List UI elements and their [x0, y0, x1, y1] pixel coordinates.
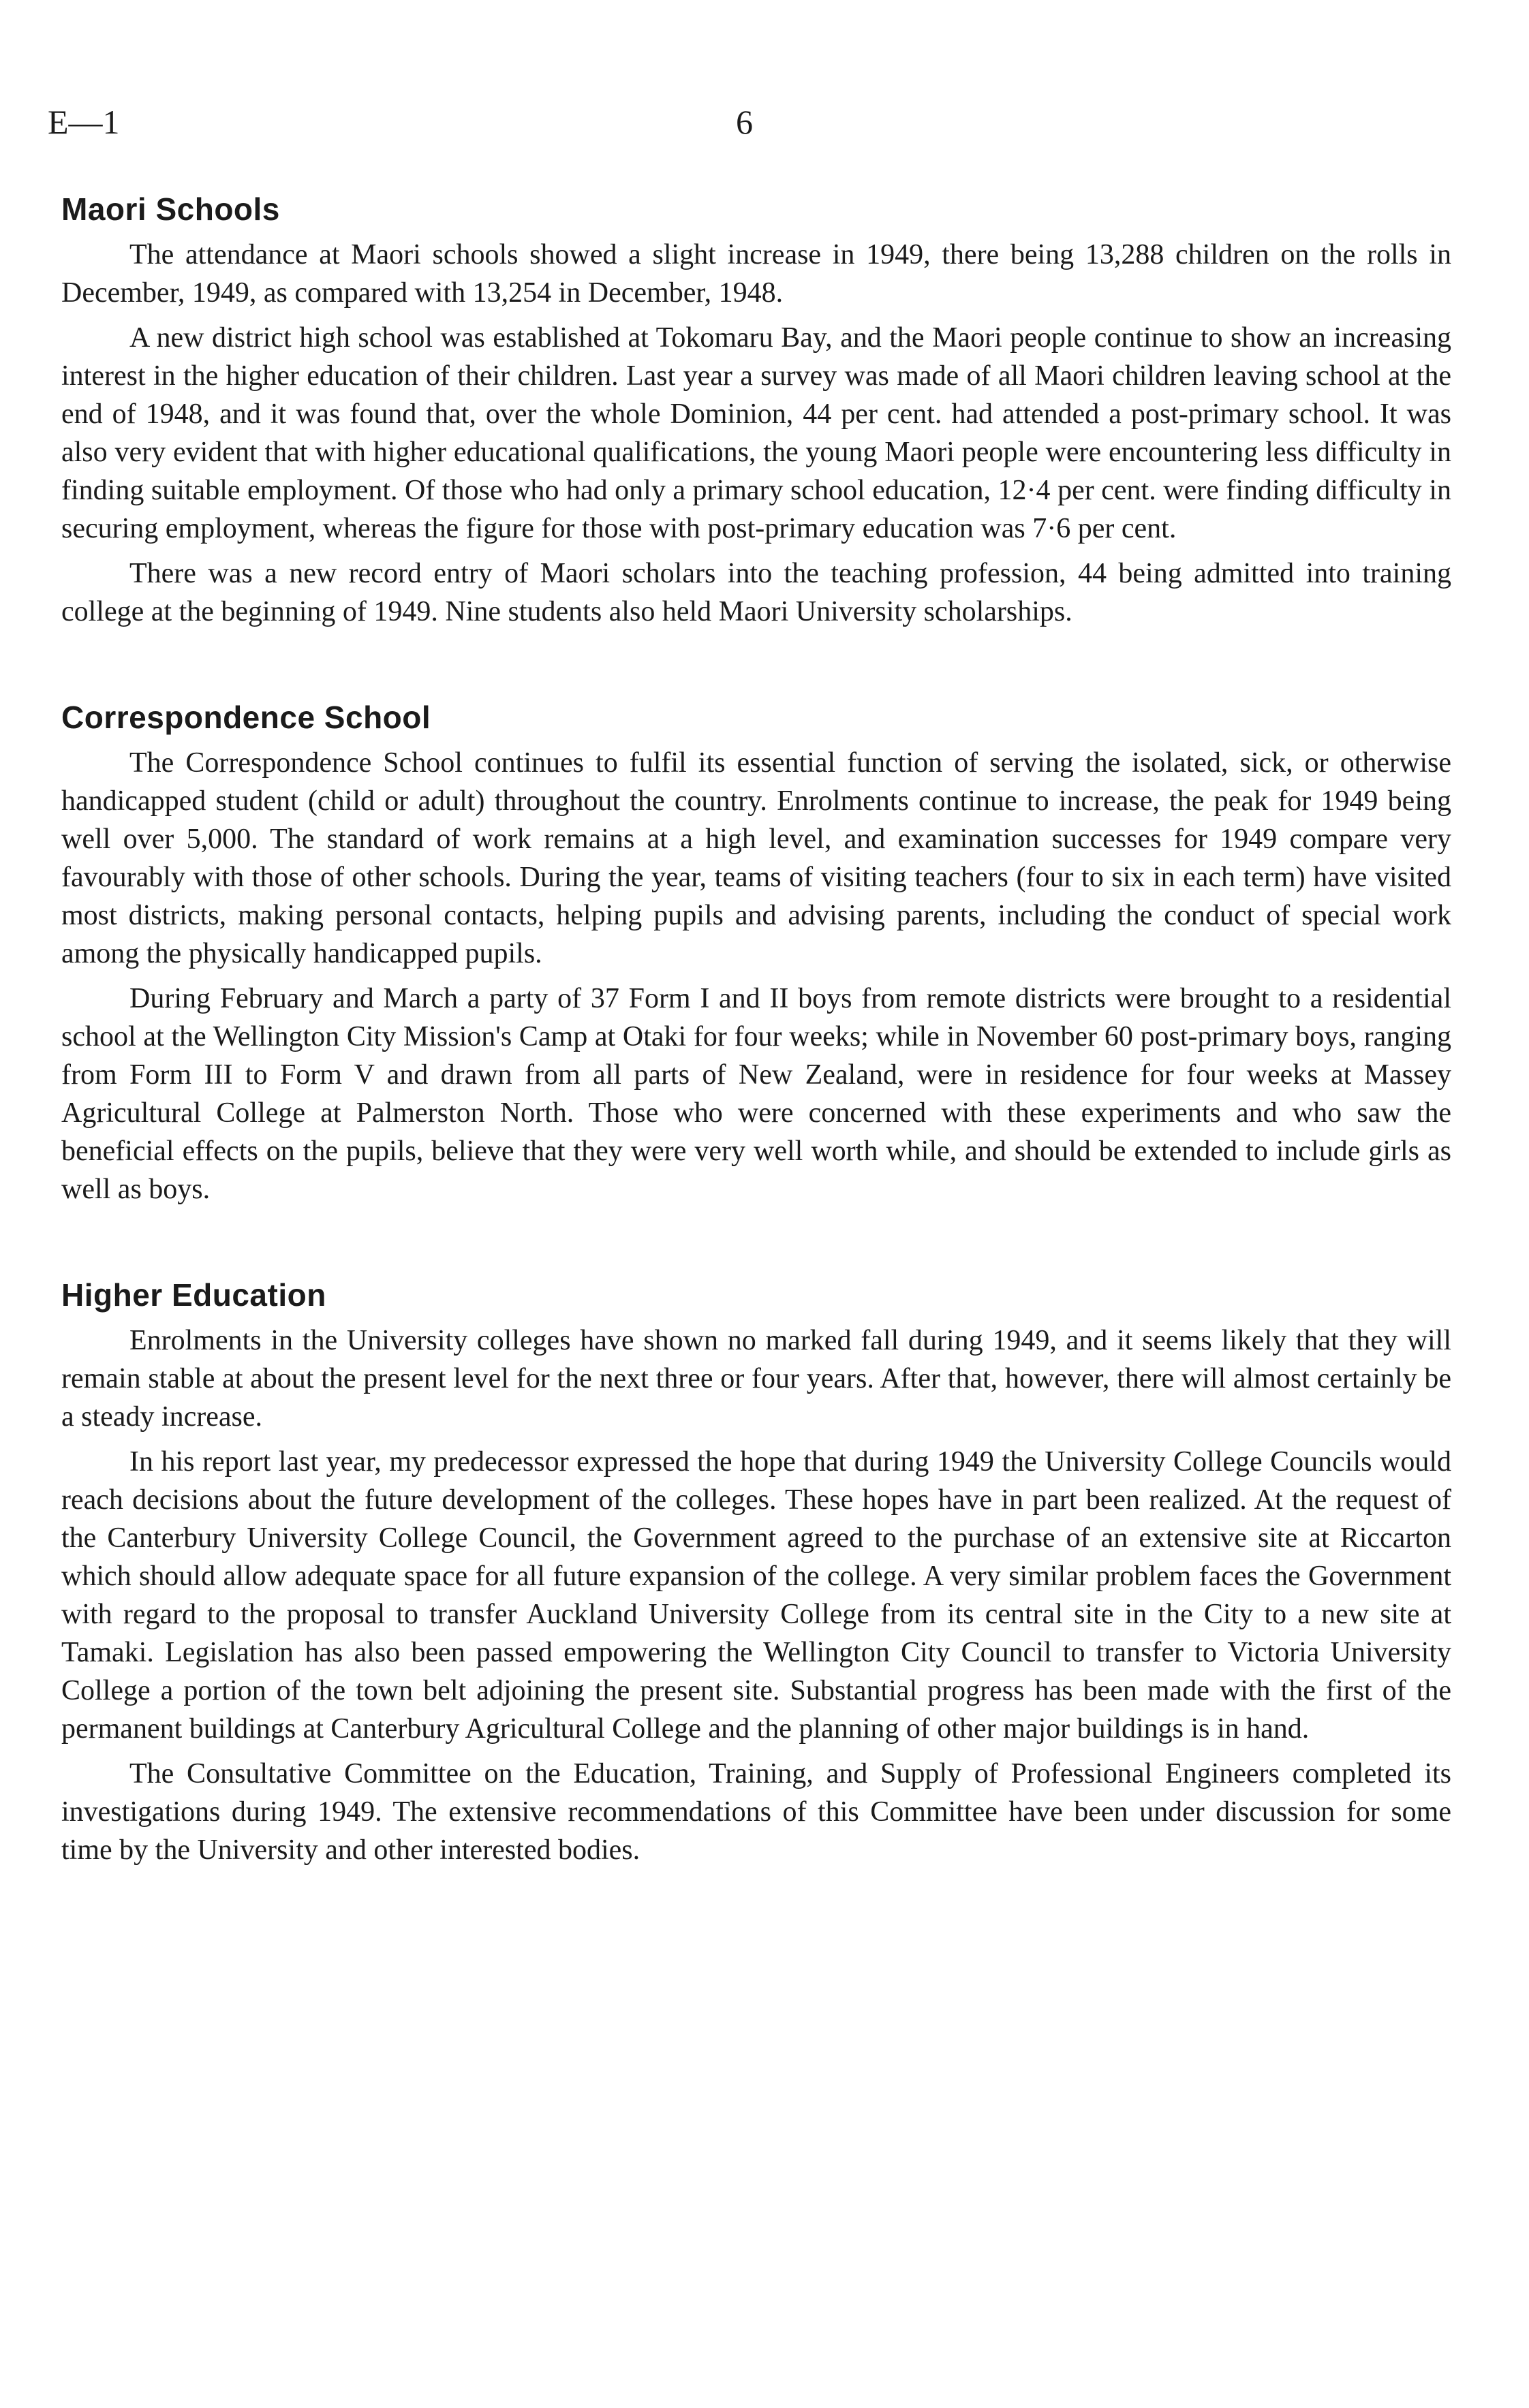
section-maori-schools — [61, 191, 1451, 631]
paragraph: Enrolments in the University colleges have shown no marked fall during 1949, and it seems likely that they will remain stable at about the present level for the next three or four years. After that, however, there will almost certainly be a steady increase. — [61, 1325, 1451, 1433]
paragraph: In his report last year, my predecessor expressed the hope that during 1949 the University College Councils would reach decisions about the future development of the colleges. These hopes have in part been realized. At the request of the Canterbury University College Council, the Government agreed to the purchase of an extensive site at Riccarton which should allow adequate space for all future expansion of the college. A very similar problem faces the Government with regard to the proposal to transfer Auckland University College from its central site in the City to a new site at Tamaki. Legislation has also been passed empowering the Wellington City Council to transfer to Victoria University College a portion of the town belt adjoining the present site. Substantial progress has been made with the first of the permanent buildings at Canterbury Agricultural College and the planning of other major buildings is in hand. — [61, 1446, 1451, 1745]
paragraph: During February and March a party of 37 Form I and II boys from remote districts were brought to a residential school at the Wellington City Mission's Camp at Otaki for four weeks; while in November 60 post-primary boys, ranging from Form III to Form V and drawn from all parts of New Zealand, were in residence for four weeks at Massey Agricultural College at Palmerston North. Those who were concerned with these experiments and who saw the beneficial effects on the pupils, believe that they were very well worth while, and should be extended to include girls as well as boys. — [61, 983, 1451, 1205]
page-header — [48, 102, 1451, 150]
document-reference: E—1 — [48, 103, 120, 141]
section-heading: Correspondence School — [61, 700, 431, 735]
paragraph: The Consultative Committee on the Education, Training, and Supply of Professional Engineers completed its investigations during 1949. The extensive recommendations of this Committee have been under discussion for some time by the University and other interested bodies. — [61, 1758, 1451, 1866]
section-correspondence-school — [61, 699, 1451, 1208]
section-higher-education — [61, 1277, 1451, 1869]
paragraph: There was a new record entry of Maori scholars into the teaching profession, 44 being admitted into training college at the beginning of 1949. Nine students also held Maori University scholarships. — [61, 558, 1451, 627]
paragraph: A new district high school was established at Tokomaru Bay, and the Maori people continue to show an increasing interest in the higher education of their children. Last year a survey was made of all Maori children leaving school at the end of 1948, and it was found that, over the whole Dominion, 44 per cent. had attended a post-primary school. It was also very evident that with higher educational qualifications, the young Maori people were encountering less difficulty in finding suitable employment. Of those who had only a primary school education, 12·4 per cent. were finding difficulty in securing employment, whereas the figure for those with post-primary education was 7·6 per cent. — [61, 322, 1451, 544]
page-number: 6 — [736, 103, 753, 141]
paragraph: The attendance at Maori schools showed a slight increase in 1949, there being 13,288 children on the rolls in December, 1949, as compared with 13,254 in December, 1948. — [61, 239, 1451, 309]
section-heading: Higher Education — [61, 1277, 326, 1313]
paragraph: The Correspondence School continues to fulfil its essential function of serving the isolated, sick, or otherwise handicapped student (child or adult) throughout the country. Enrolments continue to increase, the peak for 1949 being well over 5,000. The standard of work remains at a high level, and examination successes for 1949 compare very favourably with those of other schools. During the year, teams of visiting teachers (four to six in each term) have visited most districts, making personal contacts, helping pupils and advising parents, including the conduct of special work among the physically handicapped pupils. — [61, 747, 1451, 969]
section-heading: Maori Schools — [61, 191, 280, 227]
document-body — [61, 191, 1451, 1876]
